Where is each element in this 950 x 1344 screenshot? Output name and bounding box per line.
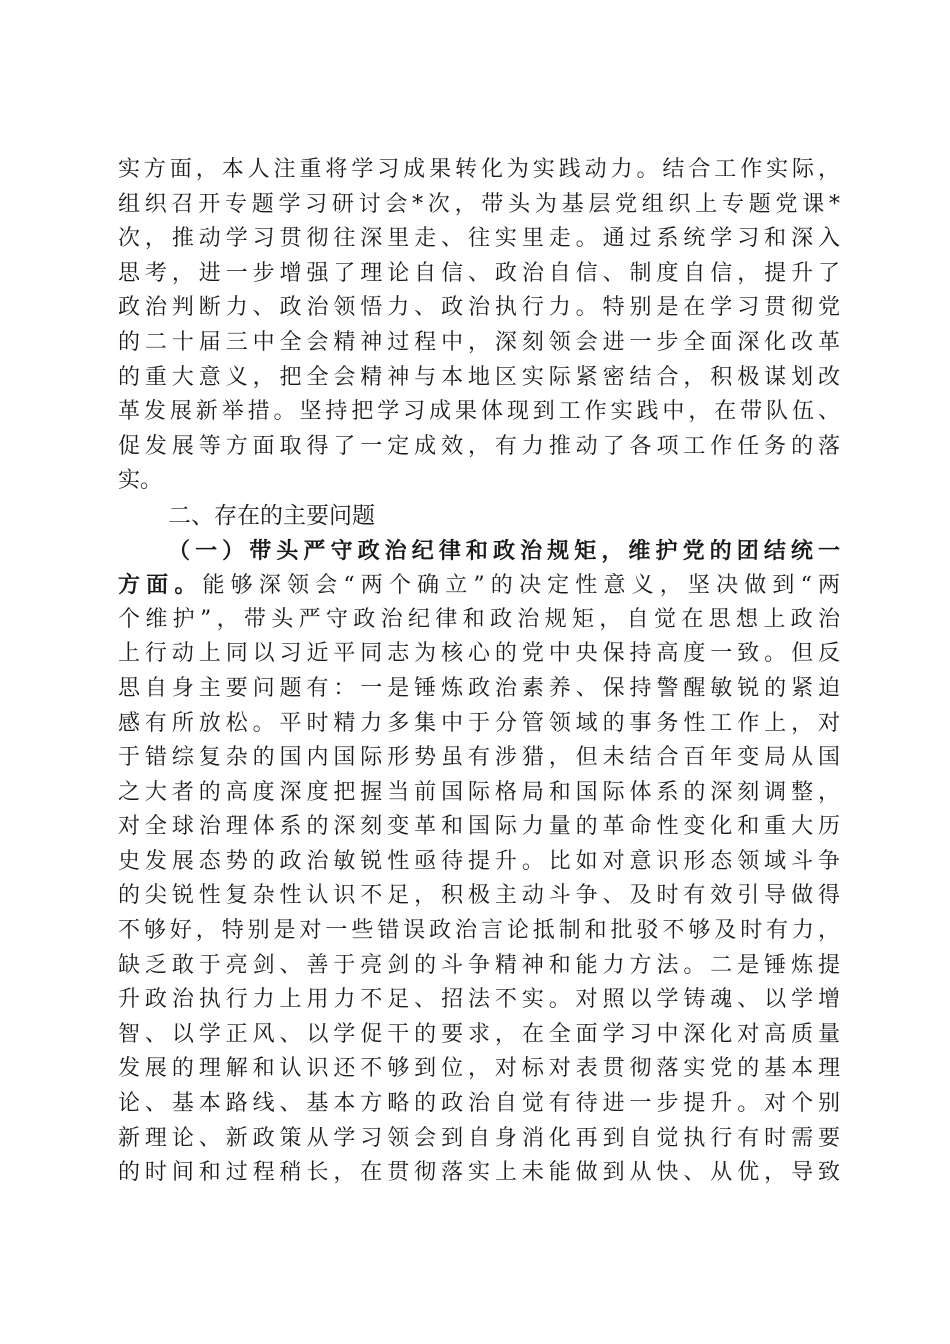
text-line: 实方面，本人注重将学习成果转化为实践动力。结合工作实际， [118, 157, 840, 182]
text-fragment: 能够深领会“两个确立”的决定性意义，坚决做到“两 [202, 573, 840, 599]
text-line: 智、以学正风、以学促干的要求，在全面学习中深化对高质量 [118, 1021, 840, 1047]
text-line: 对全球治理体系的深刻变革和国际力量的革命性变化和重大历 [118, 814, 840, 840]
text-line: 缺乏敢于亮剑、善于亮剑的斗争精神和能力方法。二是锤炼提 [118, 952, 840, 978]
text-line: 的二十届三中全会精神过程中，深刻领会进一步全面深化改革 [118, 329, 840, 355]
text-line: 之大者的高度深度把握当前国际格局和国际体系的深刻调整， [118, 779, 840, 805]
text-line: 的尖锐性复杂性认识不足，积极主动斗争、及时有效引导做得 [118, 883, 840, 909]
text-line: 新理论、新政策从学习领会到自身消化再到自觉执行有时需要 [118, 1125, 840, 1151]
text-line: 思考，进一步增强了理论自信、政治自信、制度自信，提升了 [118, 260, 840, 286]
paragraph-main-problems [118, 534, 840, 1191]
text-line: 促发展等方面取得了一定成效，有力推动了各项工作任务的落 [118, 433, 840, 459]
text-line: 个维护”，带头严守政治纪律和政治规矩，自觉在思想上政治 [118, 606, 840, 632]
subsection-heading: （一）带头严守政治纪律和政治规矩，维护党的团结统一 [168, 537, 840, 564]
text-line: 论、基本路线、基本方略的政治自觉有待进一步提升。对个别 [118, 1091, 840, 1117]
text-line: 上行动上同以习近平同志为核心的党中央保持高度一致。但反 [118, 641, 840, 667]
text-line: 感有所放松。平时精力多集中于分管领域的事务性工作上，对 [118, 710, 840, 736]
text-line: 次，推动学习贯彻往深里走、往实里走。通过系统学习和深入 [118, 226, 840, 252]
text-line: 政治判断力、政治领悟力、政治执行力。特别是在学习贯彻党 [118, 295, 840, 321]
subsection-heading-continuation: 方面。 [118, 572, 203, 599]
text-line: 的时间和过程稍长，在贯彻落实上未能做到从快、从优，导致 [118, 1160, 840, 1186]
text-line: 发展的理解和认识还不够到位，对标对表贯彻落实党的基本理 [118, 1056, 840, 1082]
section-heading: 二、存在的主要问题 [168, 502, 375, 529]
text-line: 不够好，特别是对一些错误政治言论抵制和批驳不够及时有力， [118, 918, 840, 944]
paragraph-implementation [118, 153, 840, 499]
text-line: 实。 [118, 468, 163, 494]
document-body [118, 153, 840, 1191]
text-line: 思自身主要问题有：一是锤炼政治素养、保持警醒敏锐的紧迫 [118, 675, 840, 701]
text-line: 升政治执行力上用力不足、招法不实。对照以学铸魂、以学增 [118, 987, 840, 1013]
text-line: 史发展态势的政治敏锐性亟待提升。比如对意识形态领域斗争 [118, 848, 840, 874]
text-line: 组织召开专题学习研讨会*次，带头为基层党组织上专题党课* [118, 191, 840, 217]
text-line: 革发展新举措。坚持把学习成果体现到工作实践中，在带队伍、 [118, 399, 840, 425]
text-line: 于错综复杂的国内国际形势虽有涉猎，但未结合百年变局从国 [118, 745, 840, 771]
text-line [118, 568, 840, 603]
text-line: 的重大意义，把全会精神与本地区实际紧密结合，积极谋划改 [118, 364, 840, 390]
